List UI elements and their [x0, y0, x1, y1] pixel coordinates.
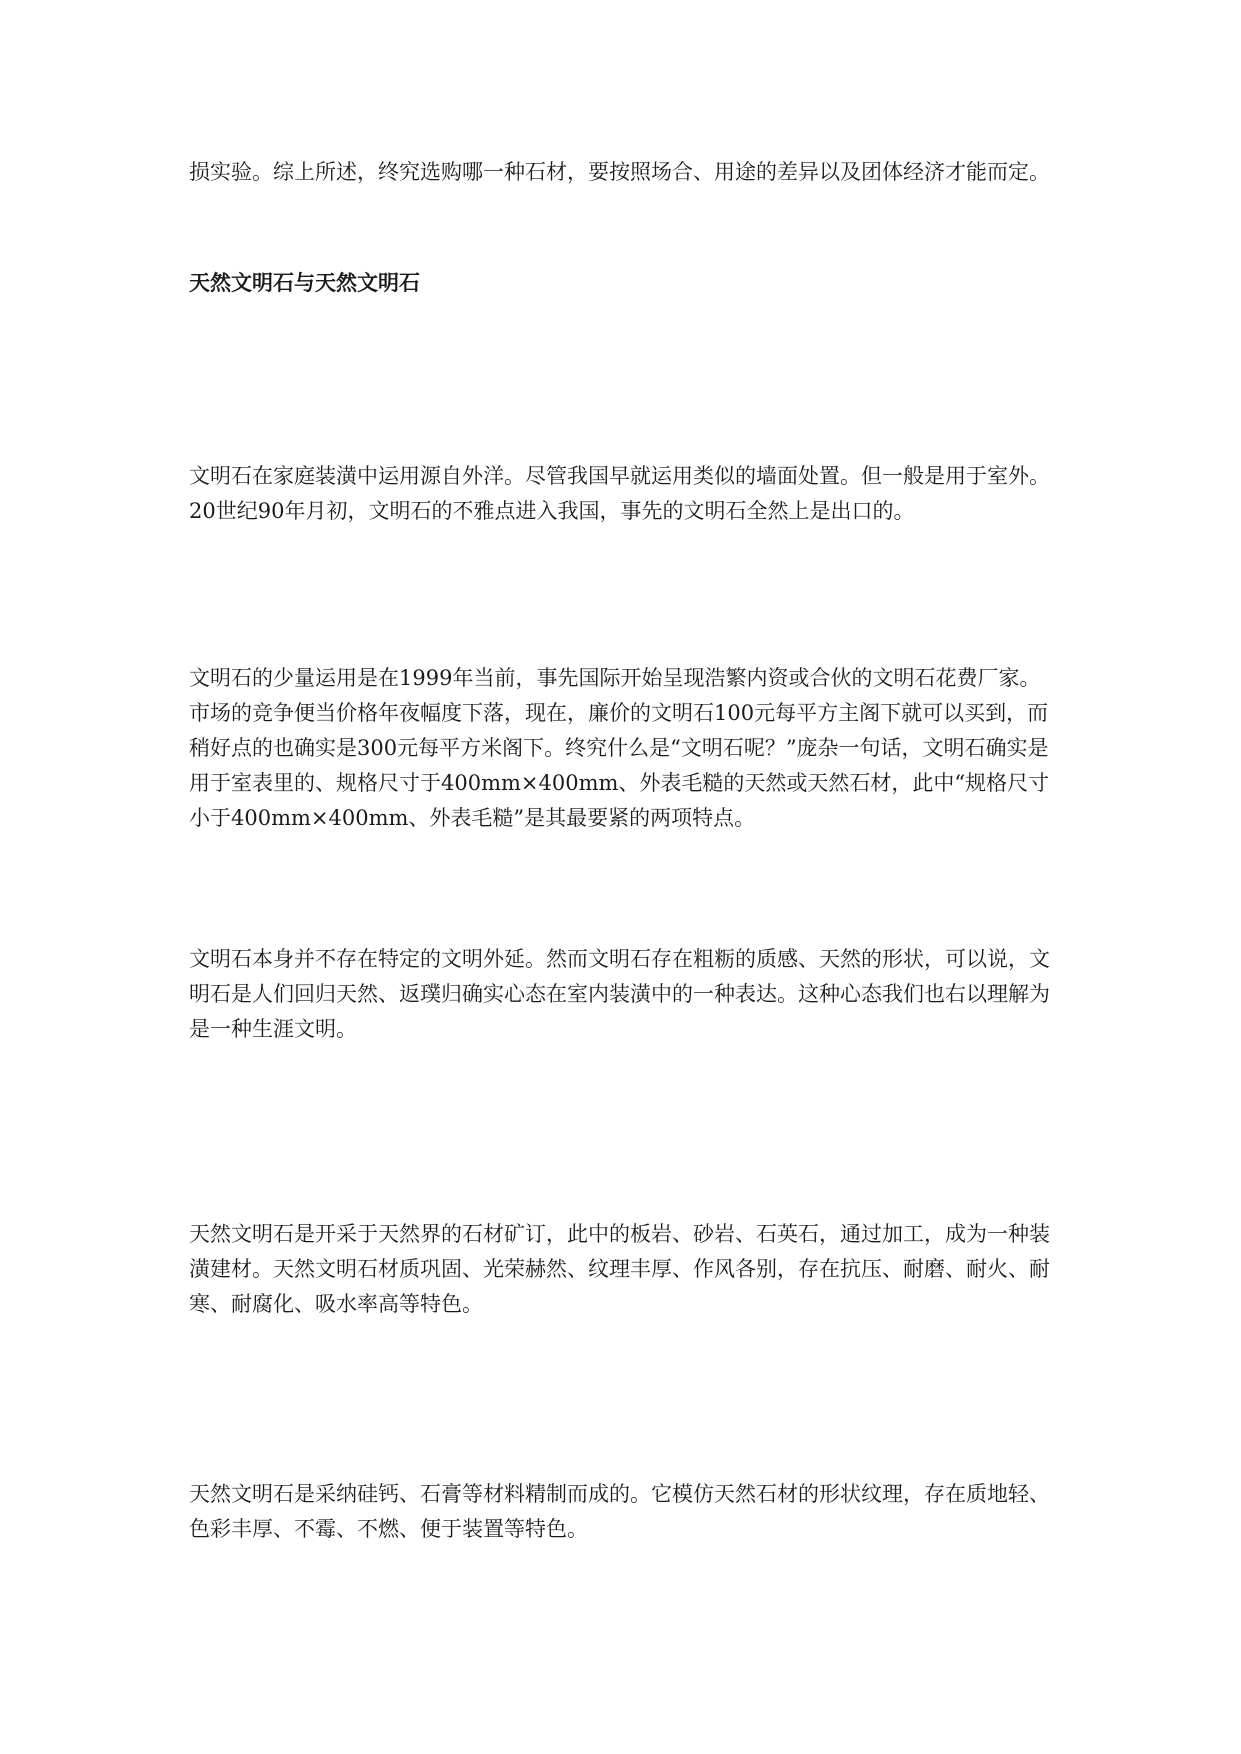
paragraph-culture: 文明石本身并不存在特定的文明外延。然而文明石存在粗粝的质感、天然的形状，可以说，文明石是人们回归天然、返璞归确实心态在室内装潢中的一种表达。这种心态我们也右以理解为是一种生涯文明。	[189, 947, 1050, 1041]
paragraph-artificial-stone: 天然文明石是采纳硅钙、石膏等材料精制而成的。它模仿天然石材的形状纹理，存在质地轻、色彩丰厚、不霉、不燃、便于装置等特色。	[189, 1482, 1050, 1541]
section-title: 天然文明石与天然文明石	[189, 270, 420, 295]
paragraph-natural-stone: 天然文明石是开采于天然界的石材矿订，此中的板岩、砂岩、石英石，通过加工，成为一种装潢建材。天然文明石材质巩固、光荣赫然、纹理丰厚、作风各别，存在抗压、耐磨、耐火、耐寒、耐腐化、吸水率高等特色。	[189, 1222, 1050, 1316]
intro-paragraph: 损实验。综上所述，终究选购哪一种石材，要按照场合、用途的差异以及团体经济才能而定。	[189, 160, 1050, 184]
paragraph-market: 文明石的少量运用是在1999年当前，事先国际开始呈现浩繁内资或合伙的文明石花费厂家。市场的竞争便当价格年夜幅度下落，现在，廉价的文明石100元每平方主阁下就可以买到，而稍好点的也确实是300元每平方米阁下。终究什么是“文明石呢？”庞杂一句话，文明石确实是用于室表里的、规格尺寸于400mm×400mm、外表毛糙的天然或天然石材，此中“规格尺寸小于400mm×400mm、外表毛糙”是其最要紧的两项特点。	[189, 666, 1050, 830]
paragraph-origin: 文明石在家庭装潢中运用源自外洋。尽管我国早就运用类似的墙面处置。但一般是用于室外。20世纪90年月初，文明石的不雅点进入我国，事先的文明石全然上是出口的。	[189, 464, 1050, 523]
